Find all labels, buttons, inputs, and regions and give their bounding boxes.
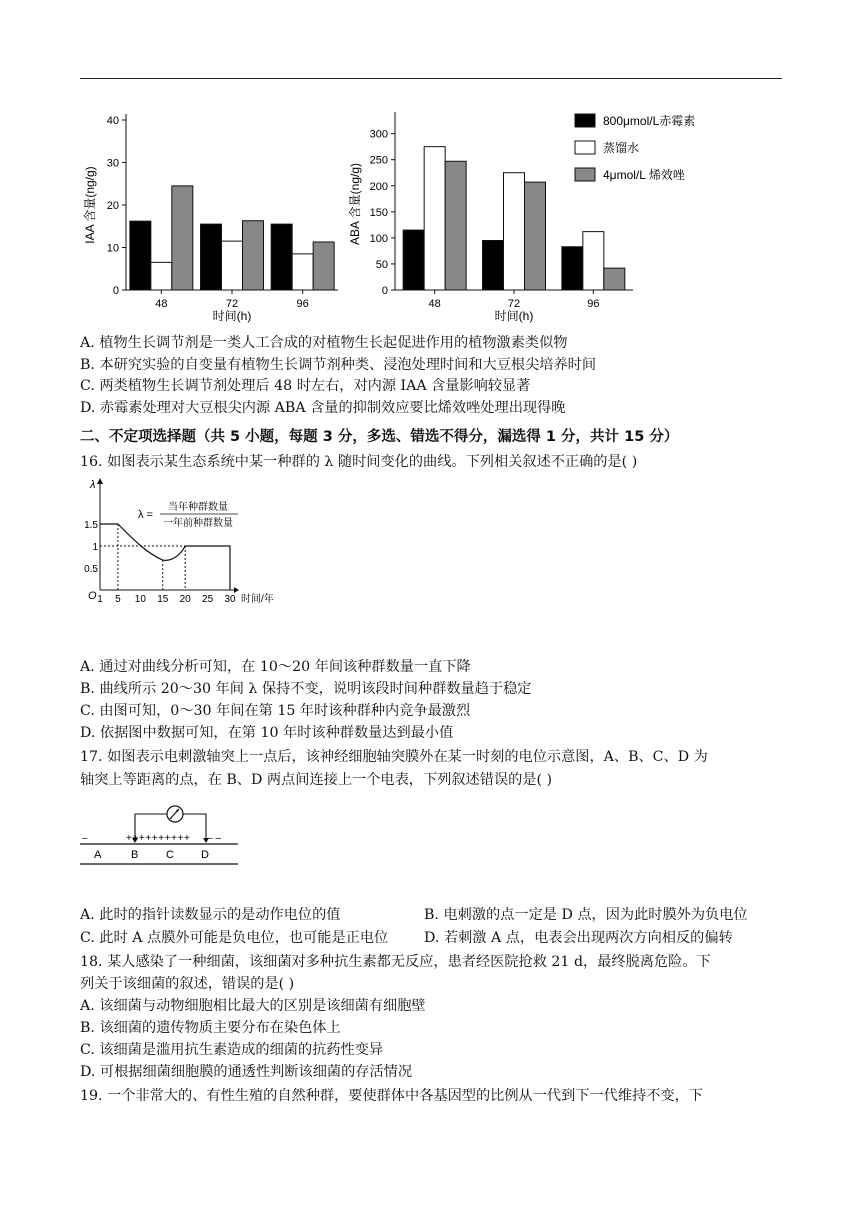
- q16-option-c: C. 由图可知，0～30 年间在第 15 年时该种群种内竞争最激烈: [80, 703, 471, 719]
- iaa-bar-chart: [80, 100, 350, 332]
- q18-option-b: B. 该细菌的遗传物质主要分布在染色体上: [80, 1020, 341, 1036]
- bar-2-1: [292, 254, 313, 290]
- legend-swatch-2: [575, 168, 595, 181]
- q17-option-d: D. 若刺激 A 点，电表会出现两次方向相反的偏转: [424, 930, 733, 946]
- y-tick-label: 10: [106, 242, 119, 255]
- formula-numerator: 当年种群数量: [168, 502, 228, 513]
- q16-stem: 16. 如图表示某生态系统中某一种群的 λ 随时间变化的曲线。下列相关叙述不正确的是( ): [80, 454, 638, 470]
- y-tick-label: 1.5: [84, 520, 98, 531]
- bar-0-2: [445, 161, 466, 290]
- q17-option-c: C. 此时 A 点膜外可能是负电位，也可能是正电位: [80, 930, 389, 946]
- point-c-label: C: [166, 849, 174, 861]
- y-tick-label: 0: [381, 285, 388, 297]
- x-tick-label: 72: [225, 298, 239, 310]
- legend-swatch-0: [575, 114, 595, 127]
- bar-2-2: [313, 242, 334, 290]
- membrane-charge-right: – –: [207, 833, 221, 844]
- x-axis-label: 时间(h): [212, 309, 252, 323]
- bar-0-1: [151, 262, 172, 290]
- x-tick-label: 30: [224, 594, 236, 605]
- x-axis-label: 时间(h): [494, 309, 534, 323]
- point-d-label: D: [201, 849, 209, 861]
- y-tick-label: 30: [106, 157, 119, 170]
- q17-option-a: A. 此时的指针读数显示的是动作电位的值: [80, 907, 341, 923]
- q17-stem-line2: 轴突上等距离的点，在 B、D 两点间连接上一个电表，下列叙述错误的是( ): [80, 772, 553, 788]
- bar-2-2: [604, 268, 625, 290]
- y-tick-label: 1: [92, 542, 98, 553]
- x-tick-label: 96: [296, 298, 309, 310]
- bar-1-0: [201, 224, 222, 290]
- y-tick-label: 200: [369, 180, 388, 193]
- header-rule: [80, 78, 782, 79]
- y-tick-label: 300: [369, 128, 388, 141]
- q16-option-a: A. 通过对曲线分析可知，在 10～20 年间该种群数量一直下降: [80, 659, 471, 675]
- q18-stem-line1: 18. 某人感染了一种细菌，该细菌对多种抗生素都无反应，患者经医院抢救 21 d，最终脱离危险。下: [80, 954, 711, 970]
- x-tick-label: 48: [155, 298, 168, 310]
- x-tick-label: 1: [97, 594, 103, 605]
- bar-0-0: [403, 230, 424, 290]
- q18-option-a: A. 该细菌与动物细胞相比最大的区别是该细菌有细胞壁: [80, 998, 426, 1014]
- bar-0-1: [424, 147, 445, 290]
- x-tick-label: 25: [202, 594, 214, 605]
- y-tick-label: 20: [106, 200, 119, 212]
- x-tick-label: 15: [157, 594, 169, 605]
- q16-option-d: D. 依据图中数据可知，在第 10 年时该种群数量达到最小值: [80, 725, 454, 741]
- q16-option-b: B. 曲线所示 20～30 年间 λ 保持不变，说明该段时间种群数量趋于稳定: [80, 681, 532, 697]
- bar-1-1: [222, 241, 243, 290]
- q19-stem-line1: 19. 一个非常大的、有性生殖的自然种群，要使群体中各基因型的比例从一代到下一代维持不变，下: [80, 1088, 703, 1104]
- lambda-curve: [100, 524, 230, 590]
- q18-option-c: C. 该细菌是滥用抗生素造成的细菌的抗药性变异: [80, 1042, 384, 1058]
- membrane-charge-left: –: [82, 833, 88, 844]
- q15-option-b: B. 本研究实验的自变量有植物生长调节剂种类、浸泡处理时间和大豆根尖培养时间: [80, 357, 597, 373]
- x-tick-label: 96: [587, 298, 600, 310]
- y-tick-label: 250: [369, 154, 388, 167]
- x-tick-label: 20: [179, 594, 191, 605]
- bar-1-0: [483, 240, 504, 290]
- bar-2-0: [271, 224, 292, 290]
- q15-option-c: C. 两类植物生长调节剂处理后 48 时左右，对内源 IAA 含量影响较显著: [80, 378, 531, 394]
- x-tick-label: 5: [115, 594, 121, 605]
- bar-1-2: [243, 221, 264, 290]
- q18-stem-line2: 列关于该细菌的叙述，错误的是( ): [80, 976, 295, 992]
- q15-option-d: D. 赤霉素处理对大豆根尖内源 ABA 含量的抑制效应要比烯效唑处理出现得晚: [80, 400, 566, 416]
- y-tick-label: 0.5: [84, 564, 98, 575]
- y-tick-label: 40: [106, 115, 119, 127]
- y-tick-label: 150: [369, 206, 388, 219]
- q18-option-d: D. 可根据细菌细胞膜的通透性判断该细菌的存活情况: [80, 1064, 413, 1080]
- legend-label-2: 4μmol/L 烯效唑: [603, 168, 685, 182]
- bar-0-0: [130, 221, 151, 290]
- aba-bar-chart: [345, 100, 740, 332]
- y-tick-label: 50: [375, 258, 388, 271]
- y-axis-label: IAA 含量(ng/g): [83, 166, 97, 244]
- y-axis-label: λ: [90, 479, 96, 491]
- legend-label-0: 800μmol/L赤霉素: [603, 114, 696, 128]
- q15-option-a: A. 植物生长调节剂是一类人工合成的对植物生长起促进作用的植物激素类似物: [80, 335, 568, 351]
- q17-stem-line1: 17. 如图表示电刺激轴突上一点后，该神经细胞轴突膜外在某一时刻的电位示意图，A、B、C、D 为: [80, 749, 708, 765]
- x-axis-label: 时间/年: [241, 594, 274, 605]
- section-heading: 二、不定项选择题（共 5 小题，每题 3 分，多选、错选不得分，漏选得 1 分，共计 15 分）: [80, 429, 679, 445]
- lambda-line-chart: [80, 476, 290, 612]
- point-a-label: A: [94, 849, 102, 861]
- membrane-charges: ++++++++++: [126, 833, 191, 844]
- x-tick-label: 72: [507, 298, 521, 310]
- y-tick-label: 100: [369, 232, 388, 245]
- x-axis-arrow: [234, 587, 239, 593]
- galvanometer: [167, 806, 183, 822]
- formula-denominator: 一年前种群数量: [163, 518, 233, 529]
- point-b-label: B: [131, 849, 139, 861]
- y-axis-label: ABA 含量(ng/g): [348, 162, 362, 246]
- legend-label-1: 蒸馏水: [603, 141, 640, 155]
- bar-1-1: [504, 173, 525, 290]
- bar-2-0: [562, 247, 583, 290]
- q17-option-b: B. 电刺激的点一定是 D 点，因为此时膜外为负电位: [424, 907, 748, 923]
- origin-label: O: [88, 590, 97, 602]
- bar-0-2: [172, 186, 193, 290]
- y-axis-arrow: [97, 478, 103, 484]
- bar-1-2: [525, 182, 546, 290]
- legend-swatch-1: [575, 141, 595, 154]
- axon-meter-diagram: [80, 800, 240, 872]
- x-tick-label: 48: [428, 298, 441, 310]
- x-tick-label: 10: [134, 594, 146, 605]
- bar-2-1: [583, 232, 604, 290]
- y-tick-label: 0: [112, 285, 119, 297]
- formula-lhs: λ =: [138, 509, 153, 521]
